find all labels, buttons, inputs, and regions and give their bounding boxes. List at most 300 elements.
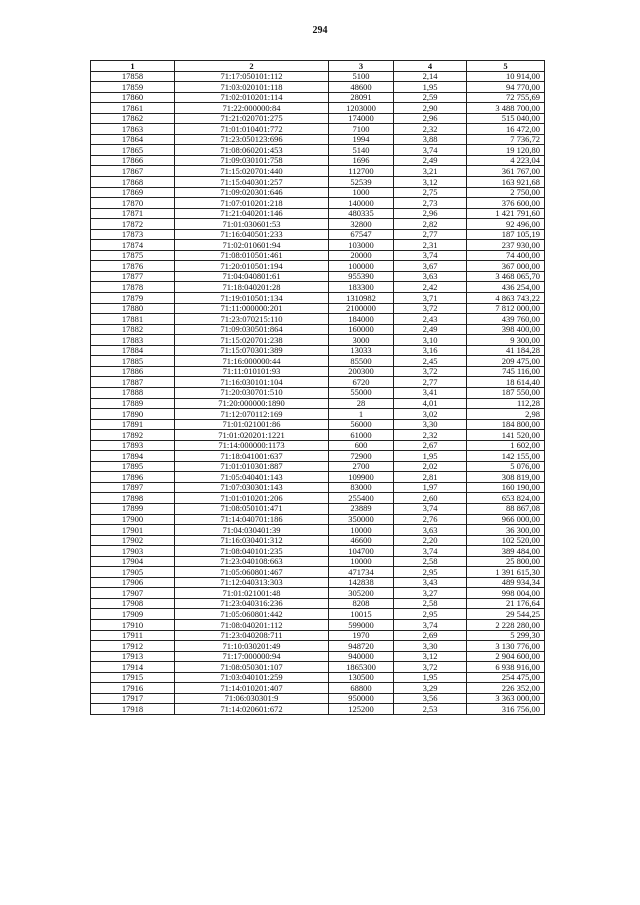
- cell-cadastral-number: 71:14:020601:672: [175, 704, 329, 715]
- cell-area: 142838: [329, 577, 394, 588]
- cell-row-number: 17914: [91, 662, 175, 673]
- table-row: [91, 387, 545, 398]
- cell-specific-value: 2,60: [394, 493, 467, 504]
- cell-row-number: 17918: [91, 704, 175, 715]
- cell-cadastral-value: 18 614,40: [467, 377, 545, 388]
- cell-row-number: 17890: [91, 409, 175, 420]
- cell-row-number: 17900: [91, 514, 175, 525]
- cell-cadastral-value: 141 520,00: [467, 430, 545, 441]
- cell-row-number: 17868: [91, 177, 175, 188]
- cell-cadastral-value: 2 904 600,00: [467, 651, 545, 662]
- cell-cadastral-number: 71:01:021001:86: [175, 419, 329, 430]
- cell-cadastral-value: 10 914,00: [467, 71, 545, 82]
- cell-area: 130500: [329, 672, 394, 683]
- cell-cadastral-value: 36 300,00: [467, 525, 545, 536]
- cell-specific-value: 2,73: [394, 198, 467, 209]
- table-row: [91, 630, 545, 641]
- cell-area: 183300: [329, 282, 394, 293]
- cell-specific-value: 2,42: [394, 282, 467, 293]
- cell-cadastral-value: 41 184,28: [467, 345, 545, 356]
- cell-cadastral-number: 71:09:030101:758: [175, 155, 329, 166]
- table-row: [91, 324, 545, 335]
- cell-cadastral-number: 71:17:050101:112: [175, 71, 329, 82]
- table-row: [91, 377, 545, 388]
- cell-row-number: 17881: [91, 314, 175, 325]
- table-row: [91, 409, 545, 420]
- cell-specific-value: 3,21: [394, 166, 467, 177]
- cell-specific-value: 2,58: [394, 598, 467, 609]
- cell-cadastral-number: 71:20:030701:510: [175, 387, 329, 398]
- cell-cadastral-value: 4 223,04: [467, 155, 545, 166]
- cell-cadastral-number: 71:07:010201:218: [175, 198, 329, 209]
- table-row: [91, 271, 545, 282]
- cell-specific-value: 3,29: [394, 683, 467, 694]
- cell-area: 10000: [329, 525, 394, 536]
- cell-area: 160000: [329, 324, 394, 335]
- cell-specific-value: 3,16: [394, 345, 467, 356]
- cell-row-number: 17903: [91, 546, 175, 557]
- cell-row-number: 17860: [91, 92, 175, 103]
- cell-cadastral-number: 71:15:020701:440: [175, 166, 329, 177]
- cell-row-number: 17870: [91, 198, 175, 209]
- cell-cadastral-value: 653 824,00: [467, 493, 545, 504]
- cell-row-number: 17904: [91, 556, 175, 567]
- cell-area: 174000: [329, 113, 394, 124]
- cell-specific-value: 3,74: [394, 145, 467, 156]
- cell-specific-value: 3,56: [394, 693, 467, 704]
- table-row: [91, 177, 545, 188]
- cell-row-number: 17892: [91, 430, 175, 441]
- cell-cadastral-number: 71:01:010301:887: [175, 461, 329, 472]
- cell-cadastral-number: 71:16:030101:104: [175, 377, 329, 388]
- cell-specific-value: 3,72: [394, 662, 467, 673]
- cell-cadastral-value: 6 938 916,00: [467, 662, 545, 673]
- cell-row-number: 17895: [91, 461, 175, 472]
- cell-row-number: 17915: [91, 672, 175, 683]
- cell-specific-value: 2,45: [394, 356, 467, 367]
- table-row: [91, 588, 545, 599]
- cell-area: 1970: [329, 630, 394, 641]
- table-row: [91, 672, 545, 683]
- cell-area: 950000: [329, 693, 394, 704]
- cell-row-number: 17859: [91, 82, 175, 93]
- cell-cadastral-number: 71:10:030201:49: [175, 641, 329, 652]
- cell-area: 55000: [329, 387, 394, 398]
- cell-area: 10000: [329, 556, 394, 567]
- cell-area: 5100: [329, 71, 394, 82]
- cell-cadastral-number: 71:08:050301:107: [175, 662, 329, 673]
- cell-row-number: 17891: [91, 419, 175, 430]
- cell-area: 1000: [329, 187, 394, 198]
- table-row: [91, 166, 545, 177]
- cell-cadastral-number: 71:05:060801:442: [175, 609, 329, 620]
- page-number: 294: [312, 25, 328, 36]
- cell-cadastral-number: 71:21:020701:275: [175, 113, 329, 124]
- cell-row-number: 17901: [91, 525, 175, 536]
- table-row: [91, 208, 545, 219]
- cell-cadastral-number: 71:08:040201:112: [175, 619, 329, 630]
- cell-area: 46600: [329, 535, 394, 546]
- cell-cadastral-number: 71:12:040313:303: [175, 577, 329, 588]
- cell-area: 67547: [329, 229, 394, 240]
- cell-cadastral-number: 71:15:070301:389: [175, 345, 329, 356]
- table-row: [91, 240, 545, 251]
- cell-area: 5140: [329, 145, 394, 156]
- table-row: [91, 187, 545, 198]
- cell-cadastral-value: 2 750,00: [467, 187, 545, 198]
- cell-row-number: 17909: [91, 609, 175, 620]
- table-row: [91, 229, 545, 240]
- cell-cadastral-number: 71:15:020701:238: [175, 335, 329, 346]
- table-row: [91, 314, 545, 325]
- cell-specific-value: 1,97: [394, 482, 467, 493]
- cell-cadastral-value: 489 934,34: [467, 577, 545, 588]
- cell-cadastral-number: 71:01:010401:772: [175, 124, 329, 135]
- cell-cadastral-number: 71:05:060801:467: [175, 567, 329, 578]
- cell-row-number: 17896: [91, 472, 175, 483]
- table-row: [91, 71, 545, 82]
- cell-cadastral-value: 21 176,64: [467, 598, 545, 609]
- table-row: [91, 398, 545, 409]
- cell-cadastral-number: 71:08:050101:471: [175, 503, 329, 514]
- cell-cadastral-value: 439 760,00: [467, 314, 545, 325]
- table-row: [91, 535, 545, 546]
- table-row: [91, 609, 545, 620]
- table-row: [91, 198, 545, 209]
- cell-cadastral-number: 71:05:040401:143: [175, 472, 329, 483]
- cell-specific-value: 2,77: [394, 377, 467, 388]
- cell-cadastral-number: 71:09:020301:646: [175, 187, 329, 198]
- cell-row-number: 17905: [91, 567, 175, 578]
- table-row: [91, 641, 545, 652]
- cell-row-number: 17877: [91, 271, 175, 282]
- cell-area: 8208: [329, 598, 394, 609]
- cell-row-number: 17879: [91, 293, 175, 304]
- cell-cadastral-number: 71:01:010201:206: [175, 493, 329, 504]
- column-header-4: 4: [394, 61, 467, 72]
- cell-cadastral-value: 92 496,00: [467, 219, 545, 230]
- cell-cadastral-number: 71:21:040201:146: [175, 208, 329, 219]
- cell-row-number: 17874: [91, 240, 175, 251]
- cell-area: 20000: [329, 250, 394, 261]
- cell-specific-value: 2,76: [394, 514, 467, 525]
- cell-row-number: 17912: [91, 641, 175, 652]
- cell-cadastral-number: 71:18:041001:637: [175, 451, 329, 462]
- cell-specific-value: 2,43: [394, 314, 467, 325]
- cell-specific-value: 3,30: [394, 419, 467, 430]
- cell-row-number: 17907: [91, 588, 175, 599]
- cell-specific-value: 2,67: [394, 440, 467, 451]
- table-row: [91, 546, 545, 557]
- cell-cadastral-number: 71:02:010201:114: [175, 92, 329, 103]
- cell-area: 32800: [329, 219, 394, 230]
- cell-specific-value: 3,72: [394, 366, 467, 377]
- cell-specific-value: 2,95: [394, 609, 467, 620]
- cell-cadastral-value: 998 004,00: [467, 588, 545, 599]
- table-row: [91, 472, 545, 483]
- cell-area: 1203000: [329, 103, 394, 114]
- table-row: [91, 430, 545, 441]
- cell-cadastral-number: 71:04:040801:61: [175, 271, 329, 282]
- cell-cadastral-value: 398 400,00: [467, 324, 545, 335]
- table-row: [91, 482, 545, 493]
- cell-row-number: 17864: [91, 134, 175, 145]
- table-row: [91, 461, 545, 472]
- table-row: [91, 356, 545, 367]
- cell-cadastral-number: 71:01:021001:48: [175, 588, 329, 599]
- cell-cadastral-number: 71:15:040301:257: [175, 177, 329, 188]
- cell-cadastral-number: 71:16:030401:312: [175, 535, 329, 546]
- cell-specific-value: 3,63: [394, 525, 467, 536]
- cell-cadastral-value: 29 544,25: [467, 609, 545, 620]
- cell-specific-value: 1,95: [394, 451, 467, 462]
- cell-area: 1: [329, 409, 394, 420]
- cell-row-number: 17898: [91, 493, 175, 504]
- cell-row-number: 17883: [91, 335, 175, 346]
- cell-row-number: 17882: [91, 324, 175, 335]
- cell-cadastral-number: 71:06:030301:9: [175, 693, 329, 704]
- cell-cadastral-number: 71:18:040201:28: [175, 282, 329, 293]
- cell-cadastral-number: 71:23:050123:696: [175, 134, 329, 145]
- cell-cadastral-value: 2 228 280,00: [467, 619, 545, 630]
- cell-specific-value: 2,90: [394, 103, 467, 114]
- cell-specific-value: 2,77: [394, 229, 467, 240]
- cell-cadastral-value: 4 863 743,22: [467, 293, 545, 304]
- cell-row-number: 17869: [91, 187, 175, 198]
- cell-row-number: 17862: [91, 113, 175, 124]
- table-row: [91, 493, 545, 504]
- cell-cadastral-number: 71:20:000000:1890: [175, 398, 329, 409]
- table-row: [91, 503, 545, 514]
- cell-specific-value: 3,74: [394, 250, 467, 261]
- cell-row-number: 17871: [91, 208, 175, 219]
- cell-specific-value: 3,27: [394, 588, 467, 599]
- cell-area: 7100: [329, 124, 394, 135]
- cell-cadastral-number: 71:17:000000:94: [175, 651, 329, 662]
- cadastral-value-table: [90, 60, 545, 715]
- cell-cadastral-value: 187 105,19: [467, 229, 545, 240]
- table-row: [91, 124, 545, 135]
- cell-specific-value: 3,74: [394, 619, 467, 630]
- cell-specific-value: 2,96: [394, 113, 467, 124]
- cell-cadastral-number: 71:23:040316:236: [175, 598, 329, 609]
- cell-row-number: 17888: [91, 387, 175, 398]
- cell-row-number: 17893: [91, 440, 175, 451]
- cell-cadastral-number: 71:23:040208:711: [175, 630, 329, 641]
- table-row: [91, 345, 545, 356]
- cell-row-number: 17889: [91, 398, 175, 409]
- cell-row-number: 17917: [91, 693, 175, 704]
- cell-row-number: 17866: [91, 155, 175, 166]
- cell-area: 56000: [329, 419, 394, 430]
- cell-cadastral-value: 187 550,00: [467, 387, 545, 398]
- cell-cadastral-number: 71:20:010501:194: [175, 261, 329, 272]
- cell-area: 125200: [329, 704, 394, 715]
- cell-cadastral-number: 71:02:010601:94: [175, 240, 329, 251]
- cell-specific-value: 3,41: [394, 387, 467, 398]
- table-row: [91, 303, 545, 314]
- cell-row-number: 17911: [91, 630, 175, 641]
- table-row: [91, 567, 545, 578]
- cell-cadastral-value: 74 400,00: [467, 250, 545, 261]
- cell-row-number: 17875: [91, 250, 175, 261]
- cell-specific-value: 2,59: [394, 92, 467, 103]
- table-body: [91, 71, 545, 714]
- cell-area: 480335: [329, 208, 394, 219]
- cell-specific-value: 2,02: [394, 461, 467, 472]
- cell-specific-value: 2,75: [394, 187, 467, 198]
- cell-area: 13033: [329, 345, 394, 356]
- cell-specific-value: 2,95: [394, 567, 467, 578]
- cell-cadastral-number: 71:01:030601:53: [175, 219, 329, 230]
- cell-cadastral-number: 71:23:040108:663: [175, 556, 329, 567]
- cell-cadastral-value: 160 190,00: [467, 482, 545, 493]
- cell-area: 1994: [329, 134, 394, 145]
- cell-cadastral-number: 71:08:040101:235: [175, 546, 329, 557]
- cell-area: 200300: [329, 366, 394, 377]
- cell-area: 85500: [329, 356, 394, 367]
- cell-area: 48600: [329, 82, 394, 93]
- cell-cadastral-value: 367 000,00: [467, 261, 545, 272]
- table-row: [91, 219, 545, 230]
- cell-area: 2700: [329, 461, 394, 472]
- cell-row-number: 17863: [91, 124, 175, 135]
- cell-specific-value: 3,74: [394, 503, 467, 514]
- cell-row-number: 17865: [91, 145, 175, 156]
- cell-cadastral-value: 102 520,00: [467, 535, 545, 546]
- cell-area: 23889: [329, 503, 394, 514]
- cell-cadastral-value: 5 299,30: [467, 630, 545, 641]
- cell-area: 61000: [329, 430, 394, 441]
- table-row: [91, 261, 545, 272]
- cell-cadastral-value: 254 475,00: [467, 672, 545, 683]
- cell-cadastral-value: 72 755,69: [467, 92, 545, 103]
- cell-cadastral-value: 226 352,00: [467, 683, 545, 694]
- cell-cadastral-value: 184 800,00: [467, 419, 545, 430]
- table-row: [91, 577, 545, 588]
- cell-cadastral-number: 71:14:040701:186: [175, 514, 329, 525]
- cell-cadastral-number: 71:23:070215:110: [175, 314, 329, 325]
- cell-area: 600: [329, 440, 394, 451]
- table-row: [91, 619, 545, 630]
- cell-row-number: 17886: [91, 366, 175, 377]
- table-row: [91, 366, 545, 377]
- cell-cadastral-value: 1 602,00: [467, 440, 545, 451]
- cell-specific-value: 1,95: [394, 82, 467, 93]
- table-row: [91, 92, 545, 103]
- table-row: [91, 651, 545, 662]
- cell-cadastral-value: 237 930,00: [467, 240, 545, 251]
- cell-specific-value: 2,53: [394, 704, 467, 715]
- cell-row-number: 17887: [91, 377, 175, 388]
- cell-cadastral-value: 88 867,08: [467, 503, 545, 514]
- cell-specific-value: 3,67: [394, 261, 467, 272]
- cell-cadastral-value: 16 472,00: [467, 124, 545, 135]
- cell-cadastral-number: 71:01:020201:1221: [175, 430, 329, 441]
- table-row: [91, 451, 545, 462]
- cell-cadastral-number: 71:07:030301:143: [175, 482, 329, 493]
- table-row: [91, 419, 545, 430]
- cell-cadastral-value: 966 000,00: [467, 514, 545, 525]
- cell-area: 83000: [329, 482, 394, 493]
- cell-cadastral-value: 745 116,00: [467, 366, 545, 377]
- cell-cadastral-value: 308 819,00: [467, 472, 545, 483]
- cell-cadastral-value: 25 800,00: [467, 556, 545, 567]
- cell-area: 1865300: [329, 662, 394, 673]
- cell-specific-value: 2,31: [394, 240, 467, 251]
- cell-cadastral-value: 2,98: [467, 409, 545, 420]
- column-header-3: 3: [329, 61, 394, 72]
- table-row: [91, 82, 545, 93]
- cell-area: 3000: [329, 335, 394, 346]
- cell-row-number: 17876: [91, 261, 175, 272]
- cell-cadastral-number: 71:08:060201:453: [175, 145, 329, 156]
- cell-row-number: 17910: [91, 619, 175, 630]
- cell-specific-value: 3,12: [394, 177, 467, 188]
- cell-cadastral-value: 389 484,00: [467, 546, 545, 557]
- cell-cadastral-value: 3 488 700,00: [467, 103, 545, 114]
- cell-cadastral-value: 5 076,00: [467, 461, 545, 472]
- cell-row-number: 17867: [91, 166, 175, 177]
- cell-area: 305200: [329, 588, 394, 599]
- cell-cadastral-number: 71:16:040501:233: [175, 229, 329, 240]
- cell-row-number: 17899: [91, 503, 175, 514]
- cell-specific-value: 3,10: [394, 335, 467, 346]
- table-row: [91, 155, 545, 166]
- cell-specific-value: 2,81: [394, 472, 467, 483]
- cell-area: 948720: [329, 641, 394, 652]
- cell-area: 255400: [329, 493, 394, 504]
- cell-area: 28: [329, 398, 394, 409]
- table-row: [91, 556, 545, 567]
- cell-specific-value: 2,58: [394, 556, 467, 567]
- cell-cadastral-value: 1 421 791,60: [467, 208, 545, 219]
- cell-cadastral-number: 71:08:010501:461: [175, 250, 329, 261]
- cell-area: 940000: [329, 651, 394, 662]
- cell-row-number: 17916: [91, 683, 175, 694]
- cell-row-number: 17872: [91, 219, 175, 230]
- cell-row-number: 17873: [91, 229, 175, 240]
- cell-area: 100000: [329, 261, 394, 272]
- cell-cadastral-value: 436 254,00: [467, 282, 545, 293]
- table-row: [91, 662, 545, 673]
- cell-specific-value: 1,95: [394, 672, 467, 683]
- table-row: [91, 598, 545, 609]
- table-row: [91, 103, 545, 114]
- table-row: [91, 250, 545, 261]
- cell-row-number: 17858: [91, 71, 175, 82]
- cell-specific-value: 3,30: [394, 641, 467, 652]
- cell-area: 104700: [329, 546, 394, 557]
- cell-cadastral-number: 71:11:000000:201: [175, 303, 329, 314]
- cell-cadastral-value: 94 770,00: [467, 82, 545, 93]
- cell-specific-value: 3,43: [394, 577, 467, 588]
- cell-row-number: 17894: [91, 451, 175, 462]
- table-row: [91, 134, 545, 145]
- cell-cadastral-value: 163 921,68: [467, 177, 545, 188]
- cell-cadastral-number: 71:14:000000:1173: [175, 440, 329, 451]
- cell-specific-value: 2,20: [394, 535, 467, 546]
- cell-cadastral-value: 361 767,00: [467, 166, 545, 177]
- cell-cadastral-value: 316 756,00: [467, 704, 545, 715]
- cell-cadastral-number: 71:22:000000:84: [175, 103, 329, 114]
- table-row: [91, 335, 545, 346]
- cell-area: 109900: [329, 472, 394, 483]
- cell-cadastral-value: 7 736,72: [467, 134, 545, 145]
- cell-area: 10015: [329, 609, 394, 620]
- cell-area: 350000: [329, 514, 394, 525]
- table-row: [91, 145, 545, 156]
